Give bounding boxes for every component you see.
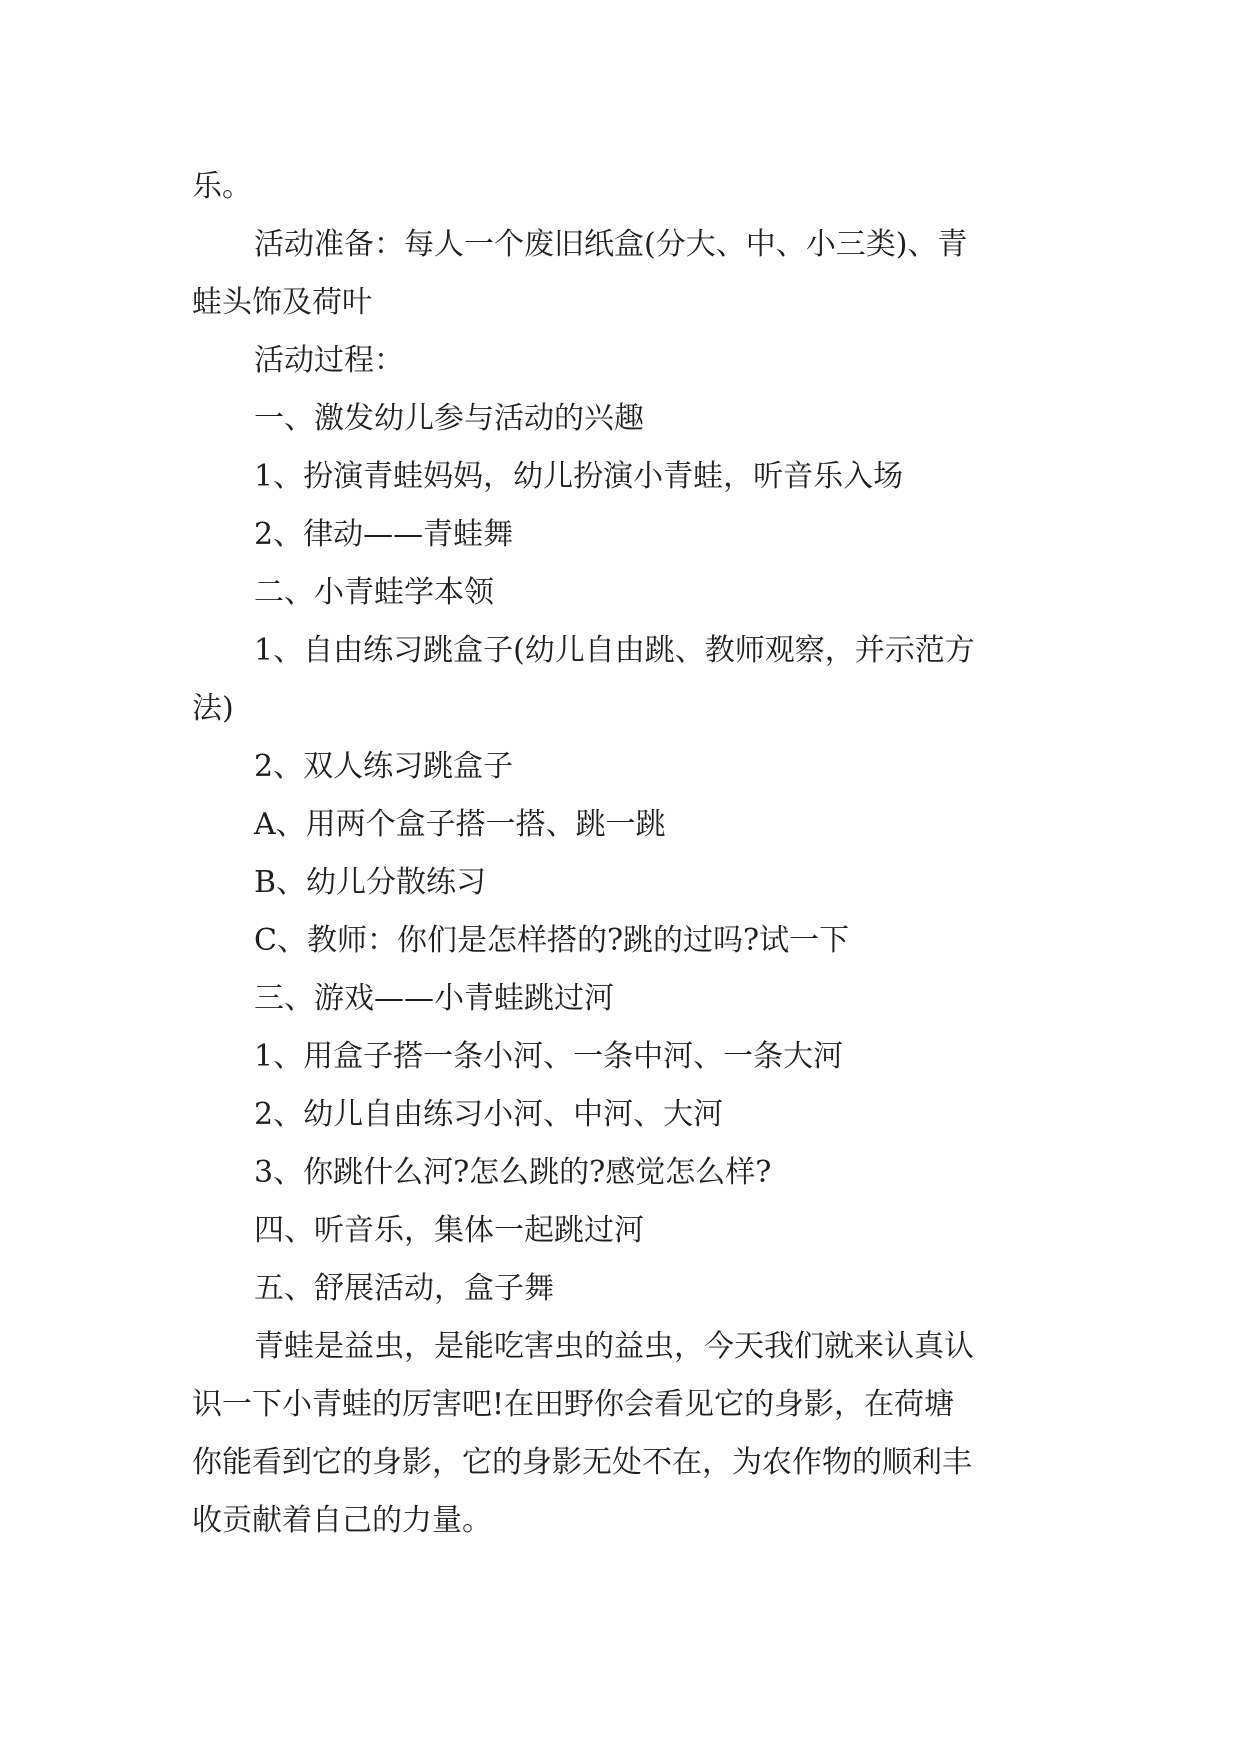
text-line: 1、自由练习跳盒子(幼儿自由跳、教师观察，并示范方	[254, 633, 975, 668]
text-line: 活动准备：每人一个废旧纸盒(分大、中、小三类)、青	[254, 227, 968, 262]
text-line: 2、幼儿自由练习小河、中河、大河	[254, 1097, 724, 1132]
text-line: 3、你跳什么河?怎么跳的?感觉怎么样?	[254, 1155, 772, 1190]
text-line: 三、游戏——小青蛙跳过河	[254, 981, 614, 1016]
text-line: 你能看到它的身影，它的身影无处不在，为农作物的顺利丰	[192, 1445, 972, 1480]
text-line: 乐。	[192, 169, 252, 204]
text-line: 2、律动——青蛙舞	[254, 517, 514, 552]
text-line: 蛙头饰及荷叶	[192, 285, 372, 320]
text-line: 四、听音乐，集体一起跳过河	[254, 1213, 644, 1248]
text-line: 活动过程：	[254, 343, 404, 378]
text-line: 青蛙是益虫，是能吃害虫的益虫，今天我们就来认真认	[254, 1329, 974, 1364]
text-line: 一、激发幼儿参与活动的兴趣	[254, 401, 644, 436]
text-line: 识一下小青蛙的厉害吧!在田野你会看见它的身影，在荷塘	[192, 1387, 955, 1422]
document-body	[192, 158, 1054, 1550]
text-line: 二、小青蛙学本领	[254, 575, 494, 610]
text-line: C、教师：你们是怎样搭的?跳的过吗?试一下	[254, 923, 850, 958]
text-line: 1、扮演青蛙妈妈，幼儿扮演小青蛙，听音乐入场	[254, 459, 904, 494]
text-line: 五、舒展活动，盒子舞	[254, 1271, 554, 1306]
text-line: 1、用盒子搭一条小河、一条中河、一条大河	[254, 1039, 844, 1074]
text-line: 法)	[192, 691, 234, 726]
text-line: B、幼儿分散练习	[254, 865, 487, 900]
text-line: 2、双人练习跳盒子	[254, 749, 514, 784]
text-line: 收贡献着自己的力量。	[192, 1503, 492, 1538]
text-line: A、用两个盒子搭一搭、跳一跳	[254, 807, 666, 842]
